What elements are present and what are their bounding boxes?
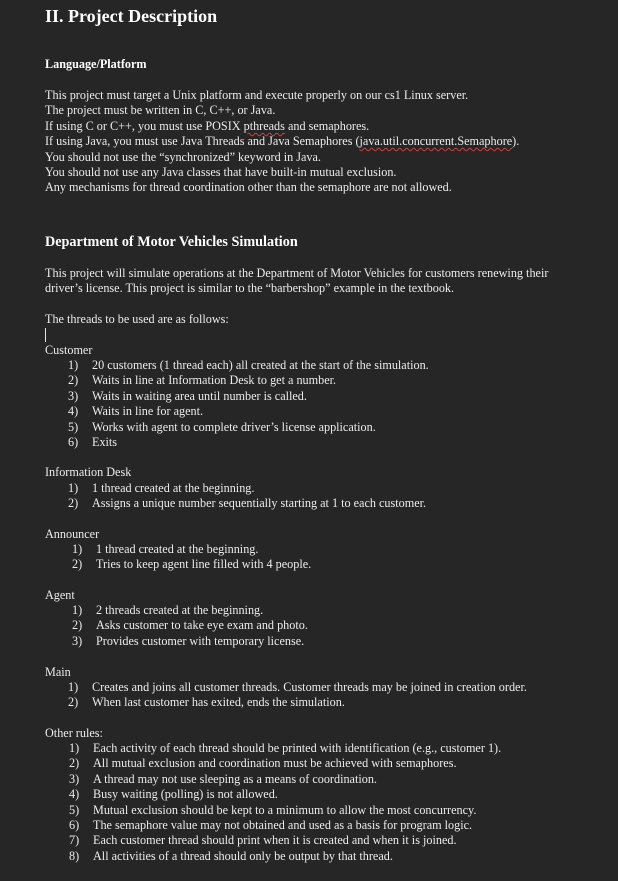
list-item: 2) When last customer has exited, ends the simulation. (68, 695, 345, 710)
spellcheck-mark: java.util.concurrent.Semaphore (359, 134, 513, 149)
list-item: 1) 1 thread created at the beginning. (72, 542, 259, 556)
info-desk-list (68, 481, 426, 512)
dmv-intro-line: This project will simulate operations at the Department of Motor Vehicles for customers renewing their (45, 266, 549, 280)
list-item: 2) Assigns a unique number sequentially starting at 1 to each customer. (68, 496, 427, 511)
list-item: 1) Each activity of each thread should be printed with identification (e.g., customer 1). (69, 741, 502, 755)
list-item: 3) Waits in waiting area until number is called. (68, 388, 307, 403)
platform-line: If using C or C++, you must use POSIX pthreads and semaphores. (45, 118, 370, 133)
list-item: 4) Waits in line for agent. (68, 404, 204, 419)
list-item: 5) Works with agent to complete driver’s license application. (68, 419, 376, 434)
info-desk-label: Information Desk (45, 465, 132, 479)
list-item: 6) The semaphore value may not obtained and used as a basis for program logic. (69, 817, 473, 832)
dmv-intro (45, 266, 610, 297)
list-item: 7) Each customer thread should print when it is created and when it is joined. (69, 833, 457, 848)
language-platform-lines (45, 88, 610, 196)
list-item: 5) Mutual exclusion should be kept to a minimum to allow the most concurrency. (69, 802, 477, 817)
agent-label: Agent (45, 588, 75, 602)
dmv-intro-line: driver’s license. This project is similar to the “barbershop” example in the textbook. (45, 281, 455, 296)
threads-intro: The threads to be used are as follows: (45, 312, 229, 326)
list-item: 1) 2 threads created at the beginning. (72, 603, 264, 617)
dmv-heading: Department of Motor Vehicles Simulation (45, 234, 298, 250)
language-platform-heading: Language/Platform (45, 57, 147, 71)
list-item: 2) Tries to keep agent line filled with 4 people. (72, 557, 312, 572)
list-item: 2) Waits in line at Information Desk to get a number. (68, 373, 337, 388)
spellcheck-mark: pthreads (243, 118, 285, 133)
platform-line: If using Java, you must use Java Threads and Java Semaphores (java.util.concurrent.Semaphore). (45, 134, 520, 149)
main-label: Main (45, 665, 71, 679)
other-rules-list (69, 741, 501, 864)
platform-line: This project must target a Unix platform and execute properly on our cs1 Linux server. (45, 88, 469, 102)
list-item: 1) Creates and joins all customer threads. Customer threads may be joined in creation order. (68, 680, 527, 694)
list-item: 1) 20 customers (1 thread each) all created at the start of the simulation. (68, 358, 429, 372)
platform-line: Any mechanisms for thread coordination other than the semaphore are not allowed. (45, 180, 452, 195)
announcer-list (72, 542, 311, 573)
announcer-label: Announcer (45, 527, 100, 541)
platform-line: You should not use any Java classes that have built-in mutual exclusion. (45, 164, 397, 179)
agent-list (72, 603, 308, 649)
list-item: 4) Busy waiting (polling) is not allowed. (69, 787, 278, 802)
platform-line: You should not use the “synchronized” keyword in Java. (45, 149, 321, 164)
list-item: 6) Exits (68, 434, 118, 449)
list-item: 2) Asks customer to take eye exam and photo. (72, 618, 308, 633)
other-rules-label: Other rules: (45, 726, 103, 740)
main-list (68, 680, 527, 711)
section-title: II. Project Description (45, 6, 218, 26)
text-cursor (45, 328, 46, 342)
list-item: 8) All activities of a thread should only be output by that thread. (69, 848, 393, 863)
platform-line: The project must be written in C, C++, or Java. (45, 103, 276, 118)
list-item: 3) A thread may not use sleeping as a means of coordination. (69, 771, 377, 786)
list-item: 3) Provides customer with temporary license. (72, 633, 305, 648)
customer-label: Customer (45, 343, 93, 357)
list-item: 1) 1 thread created at the beginning. (68, 481, 255, 495)
list-item: 2) All mutual exclusion and coordination must be achieved with semaphores. (69, 756, 457, 771)
customer-list (68, 358, 429, 450)
